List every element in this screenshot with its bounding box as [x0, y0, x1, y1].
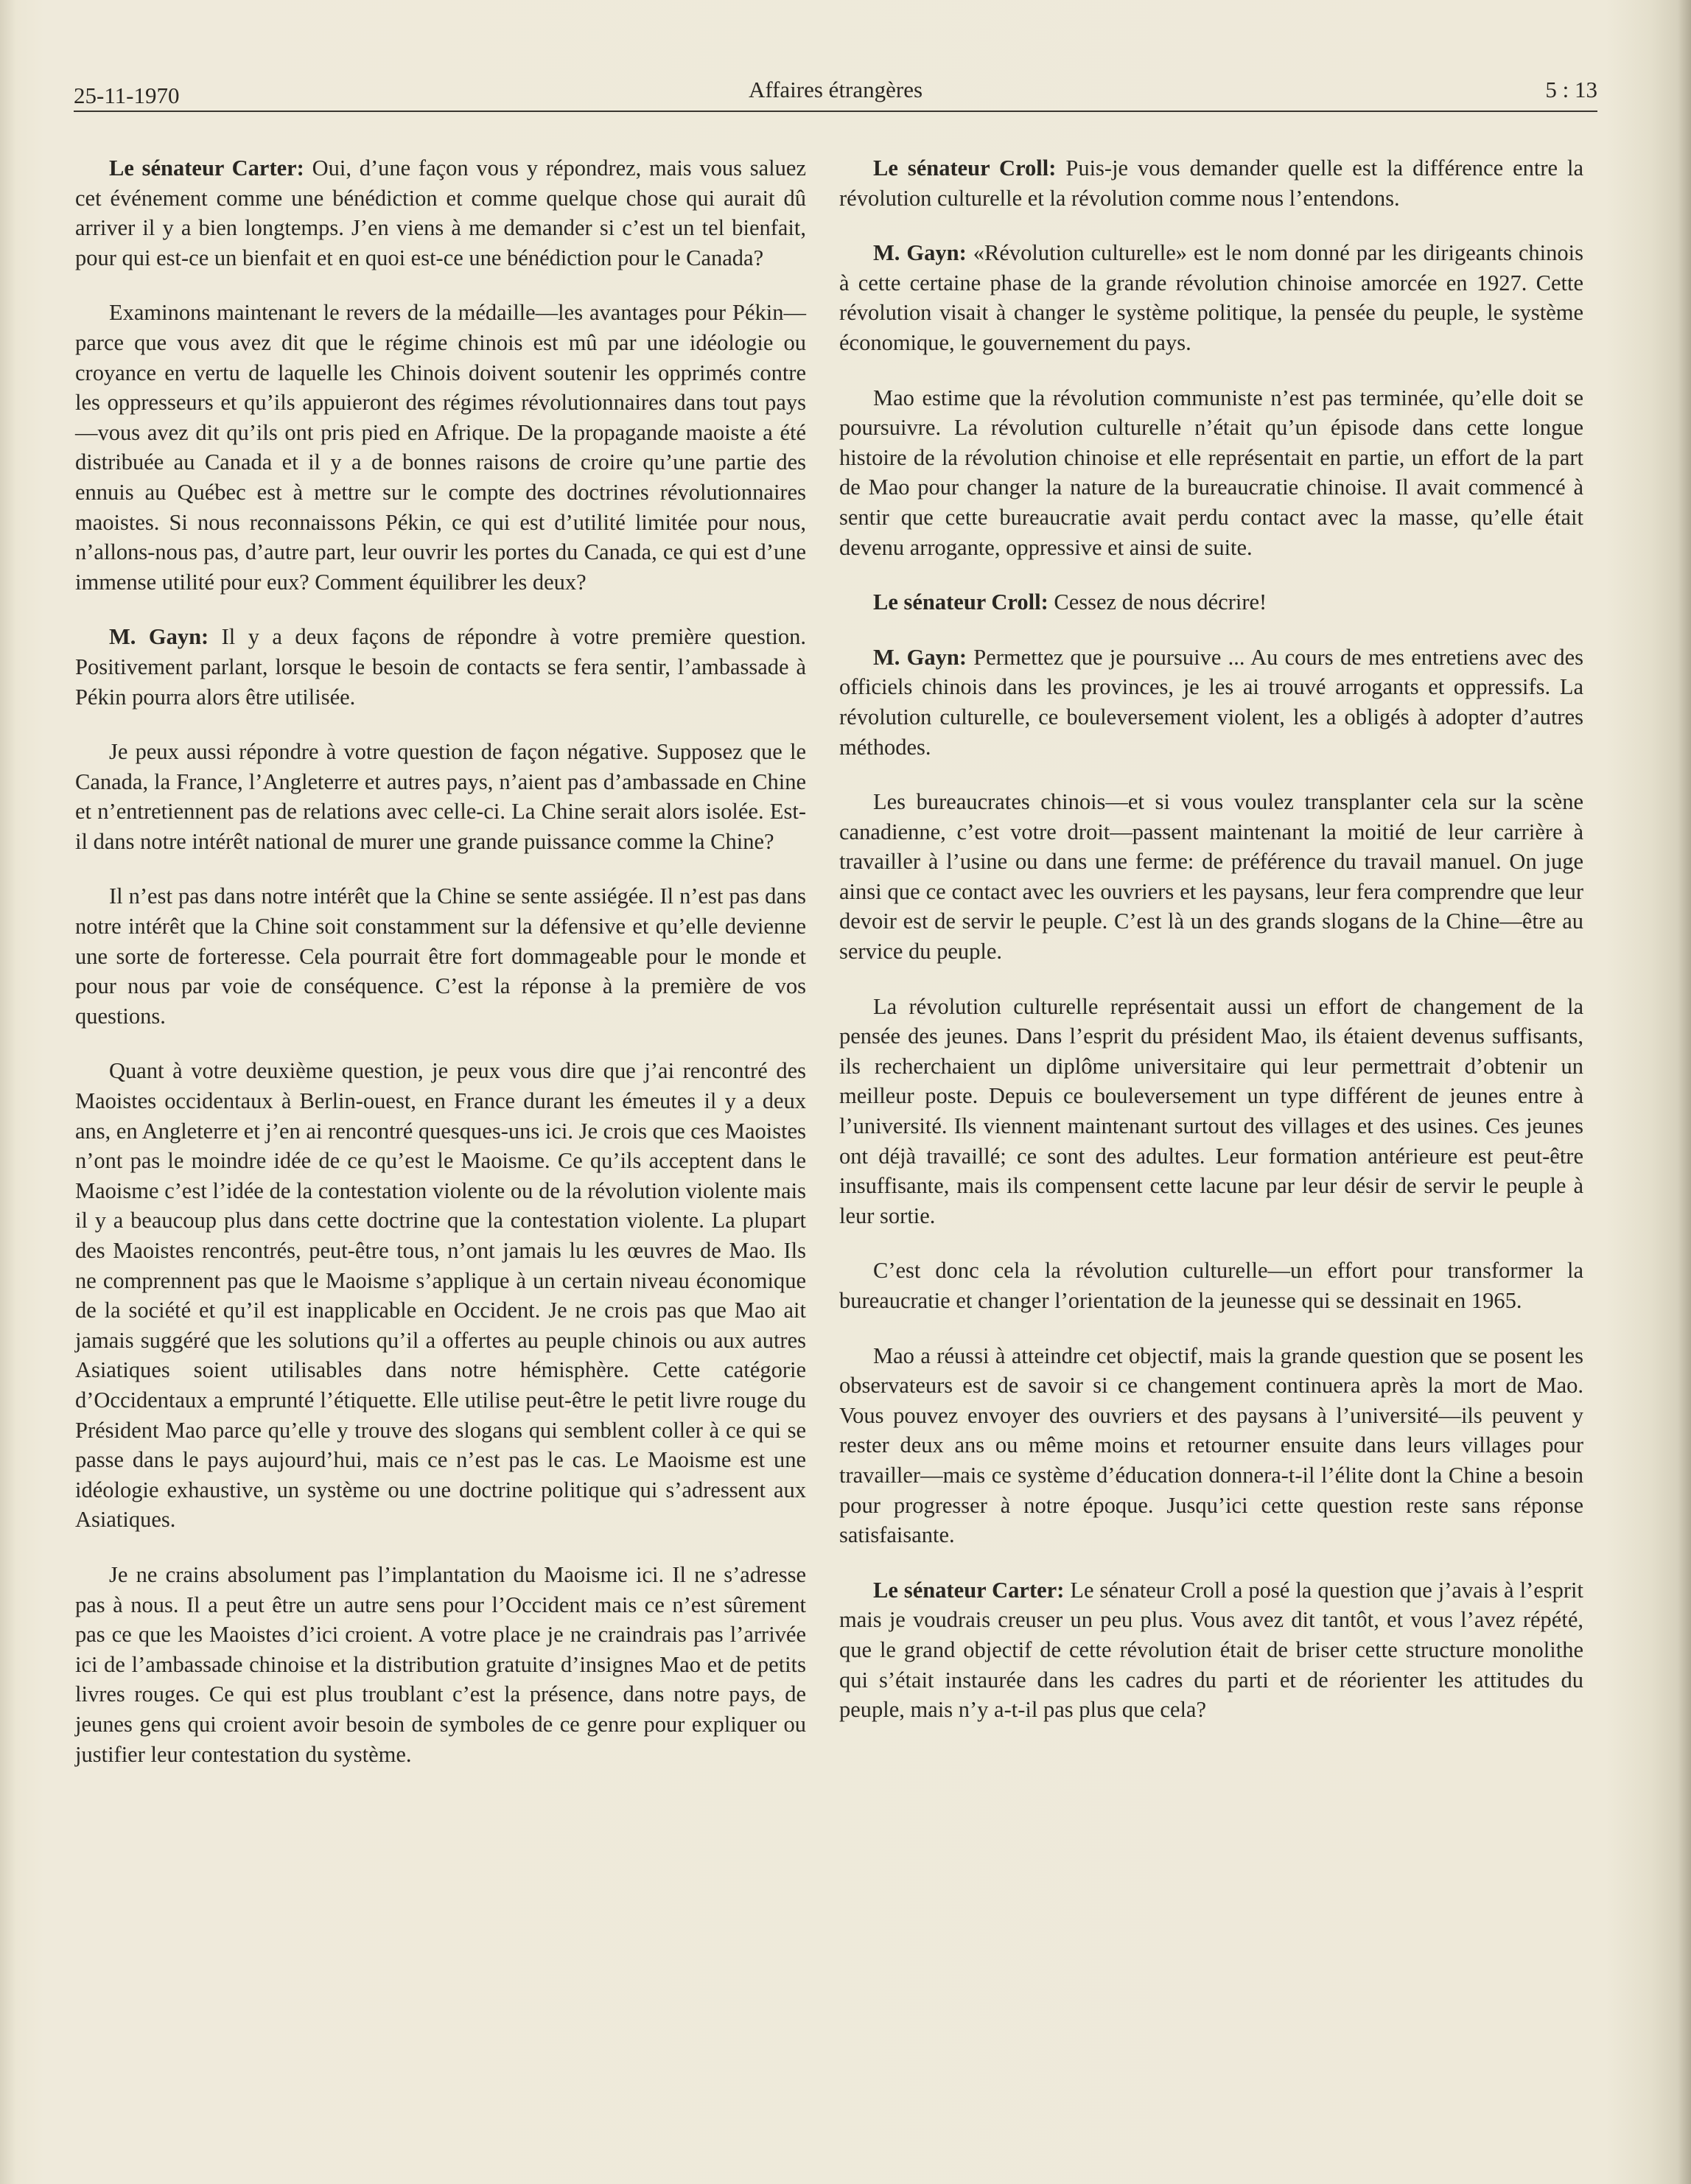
paragraph	[839, 238, 1583, 357]
paragraph	[75, 153, 806, 273]
speaker-name: Le sénateur Croll:	[873, 155, 1057, 181]
right-column	[839, 153, 1583, 1750]
paragraph-text: Examinons maintenant le revers de la médaille—les avantages pour Pékin—parce que vous avez dit que le régime chinois est mû par une idéologie ou croyance en vertu de laquelle les Chinois doivent soutenir les opprimés contre les oppresseurs et qu’ils appuieront des régimes révolutionnaires dans tout pays—vous avez dit qu’ils ont pris pied en Afrique. De la propagande maoiste a été distribuée au Canada et il y a de bonnes raisons de croire qu’une partie des ennuis au Québec est à mettre sur le compte des doctrines révolutionnaires maoistes. Si nous reconnaissons Pékin, ce qui est d’utilité limitée pour nous, n’allons-nous pas, d’autre part, leur ouvrir les portes du Canada, ce qui est d’une immense utilité pour eux? Comment équilibrer les deux?	[75, 300, 806, 595]
paragraph	[839, 643, 1583, 762]
paragraph	[839, 1575, 1583, 1725]
speaker-name: M. Gayn:	[873, 644, 967, 670]
paragraph	[839, 153, 1583, 213]
paragraph-text: Puis-je vous demander quelle est la différence entre la révolution culturelle et la révolution comme nous l’entendons.	[839, 155, 1583, 211]
paragraph-text: Il n’est pas dans notre intérêt que la Chine se sente assiégée. Il n’est pas dans notre intérêt que la Chine soit constamment sur la défensive et qu’elle devienne une sorte de forteresse. Cela pourrait être fort dommageable pour le monde et pour nous par voie de conséquence. C’est la réponse à la première de vos questions.	[75, 883, 806, 1029]
paragraph	[75, 881, 806, 1031]
speaker-name: M. Gayn:	[109, 624, 209, 650]
paragraph-text: Le sénateur Croll a posé la question que j’avais à l’esprit mais je voudrais creuser un peu plus. Vous avez dit tantôt, et vous l’avez répété, que le grand objectif de cette révolution était de briser cette structure monolithe qui s’était instaurée dans les cadres du parti et de réorienter les attitudes du peuple, mais n’y a-t-il pas plus que cela?	[839, 1577, 1583, 1723]
paragraph	[75, 1056, 806, 1535]
paragraph-text: Cessez de nous décrire!	[1048, 589, 1267, 615]
paragraph-text: C’est donc cela la révolution culturelle—un effort pour transformer la bureaucratie et changer l’orientation de la jeunesse qui se dessinait en 1965.	[839, 1258, 1583, 1313]
paragraph	[839, 992, 1583, 1231]
paragraph	[75, 737, 806, 856]
paragraph-text: «Révolution culturelle» est le nom donné par les dirigeants chinois à cette certaine phase de la grande révolution chinoise amorcée en 1927. Cette révolution visait à changer le système politique, la pensée du peuple, le système économique, le gouvernement du pays.	[839, 240, 1583, 355]
paragraph	[839, 383, 1583, 563]
paragraph	[839, 587, 1583, 617]
page-header	[74, 77, 1597, 111]
paragraph	[75, 1560, 806, 1769]
paragraph	[839, 1341, 1583, 1550]
paragraph-text: Je peux aussi répondre à votre question de façon négative. Supposez que le Canada, la France, l’Angleterre et autres pays, n’aient pas d’ambassade en Chine et n’entretiennent pas de relations avec celle-ci. La Chine serait alors isolée. Est-il dans notre intérêt national de murer une grande puissance comme la Chine?	[75, 739, 806, 854]
paragraph	[839, 787, 1583, 967]
paragraph-text: Oui, d’une façon vous y répondrez, mais vous saluez cet événement comme une bénédiction et comme quelque chose qui aurait dû arriver il y a bien longtemps. J’en viens à me demander si c’est un tel bienfait, pour qui est-ce un bienfait et en quoi est-ce une bénédiction pour le Canada?	[75, 155, 806, 270]
speaker-name: M. Gayn:	[873, 240, 967, 266]
speaker-name: Le sénateur Carter:	[109, 155, 304, 181]
header-page-number: 5 : 13	[1545, 77, 1597, 102]
speaker-name: Le sénateur Croll:	[873, 589, 1048, 615]
paragraph-text: La révolution culturelle représentait aussi un effort de changement de la pensée des jeunes. Dans l’esprit du président Mao, ils étaient devenus suffisants, ils recherchaient un diplôme universitaire qui leur permettrait d’obtenir un meilleur poste. Depuis ce bouleversement un type différent de jeunes entre à l’université. Ils viennent maintenant surtout des villages et des usines. Ces jeunes ont déjà travaillé; ce sont des adultes. Leur formation antérieure est peut-être insuffisante, mais ils compensent cette lacune par leur désir de servir le peuple à leur sortie.	[839, 993, 1583, 1228]
paragraph-text: Quant à votre deuxième question, je peux vous dire que j’ai rencontré des Maoistes occidentaux à Berlin-ouest, en France durant les émeutes il y a deux ans, en Angleterre et j’en ai rencontré quesques-uns ici. Je crois que ces Maoistes n’ont pas le moindre idée de ce qu’est le Maoisme. Ce qu’ils acceptent dans le Maoisme c’est l’idée de la contestation violente ou de la révolution violente mais il y a beaucoup plus dans cette doctrine que la contestation violente. La plupart des Maoistes rencontrés, peut-être tous, n’ont jamais lu les œuvres de Mao. Ils ne comprennent pas que le Maoisme s’applique à un certain niveau économique de la société et qu’il est inapplicable en Occident. Je ne crois pas que Mao ait jamais suggéré que les solutions qu’il a offertes au peuple chinois ou aux autres Asiatiques soient utilisables dans notre hémisphère. Cette catégorie d’Occidentaux a emprunté l’étiquette. Elle utilise peut-être le petit livre rouge du Président Mao parce qu’elle y trouve des slogans qui semblent coller à ce qui se passe dans le pays aujourd’hui, mais ce n’est pas le cas. Le Maoisme est une idéologie exhaustive, un système ou une doctrine politique qui s’adressent aux Asiatiques.	[75, 1058, 806, 1533]
paragraph	[75, 622, 806, 712]
paragraph	[839, 1256, 1583, 1315]
paragraph-text: Mao a réussi à atteindre cet objectif, mais la grande question que se posent les observateurs est de savoir si ce changement continuera après la mort de Mao. Vous pouvez envoyer des ouvriers et des paysans à l’université—ils peuvent y rester deux ans ou même moins et retourner ensuite dans leurs villages pour travailler—mais ce système d’éducation donnera-t-il l’élite dont la Chine a besoin pour progresser à notre époque. Jusqu’ici cette question reste sans réponse satisfaisante.	[839, 1343, 1583, 1548]
paragraph-text: Je ne crains absolument pas l’implantation du Maoisme ici. Il ne s’adresse pas à nous. Il a peut être un autre sens pour l’Occident mais ce n’est sûrement pas ce que les Maoistes d’ici croient. A votre place je ne craindrais pas l’arrivée ici de l’ambassade chinoise et la distribution gratuite d’insignes Mao et de petits livres rouges. Ce qui est plus troublant c’est la présence, dans notre pays, de jeunes gens qui croient avoir besoin de symboles de ce genre pour expliquer ou justifier leur contestation du système.	[75, 1561, 806, 1767]
header-rule	[74, 111, 1597, 112]
paragraph-text: Il y a deux façons de répondre à votre première question. Positivement parlant, lorsque le besoin de contacts se fera sentir, l’ambassade à Pékin pourra alors être utilisée.	[75, 624, 806, 710]
page-edge-shadow	[1678, 0, 1691, 2184]
header-date: 25-11-1970	[74, 83, 180, 108]
paragraph-text: Mao estime que la révolution communiste n’est pas terminée, qu’elle doit se poursuivre. La révolution culturelle n’était qu’un épisode dans cette longue histoire de la révolution chinoise et elle représentait en partie, un effort de la part de Mao pour changer la nature de la bureaucratie chinoise. Il avait commencé à sentir que cette bureaucratie avait perdu contact avec la masse, qu’elle était devenu arrogante, oppressive et ainsi de suite.	[839, 385, 1583, 560]
paragraph	[75, 298, 806, 597]
left-column	[75, 153, 806, 1794]
paragraph-text: Les bureaucrates chinois—et si vous voulez transplanter cela sur la scène canadienne, c’est votre droit—passent maintenant la moitié de leur carrière à travailler à l’usine ou dans une ferme: de préférence du travail manuel. On juge ainsi que ce contact avec les ouvriers et les paysans, leur fera comprendre que leur devoir est de servir le peuple. C’est là un des grands slogans de la Chine—être au service du peuple.	[839, 789, 1583, 965]
speaker-name: Le sénateur Carter:	[873, 1577, 1065, 1603]
header-title: Affaires étrangères	[748, 77, 923, 102]
paragraph-text: Permettez que je poursuive ... Au cours de mes entretiens avec des officiels chinois dans les provinces, je les ai trouvé arrogants et oppressifs. La révolution culturelle, ce bouleversement violent, les a obligés à adopter d’autres méthodes.	[839, 644, 1583, 760]
